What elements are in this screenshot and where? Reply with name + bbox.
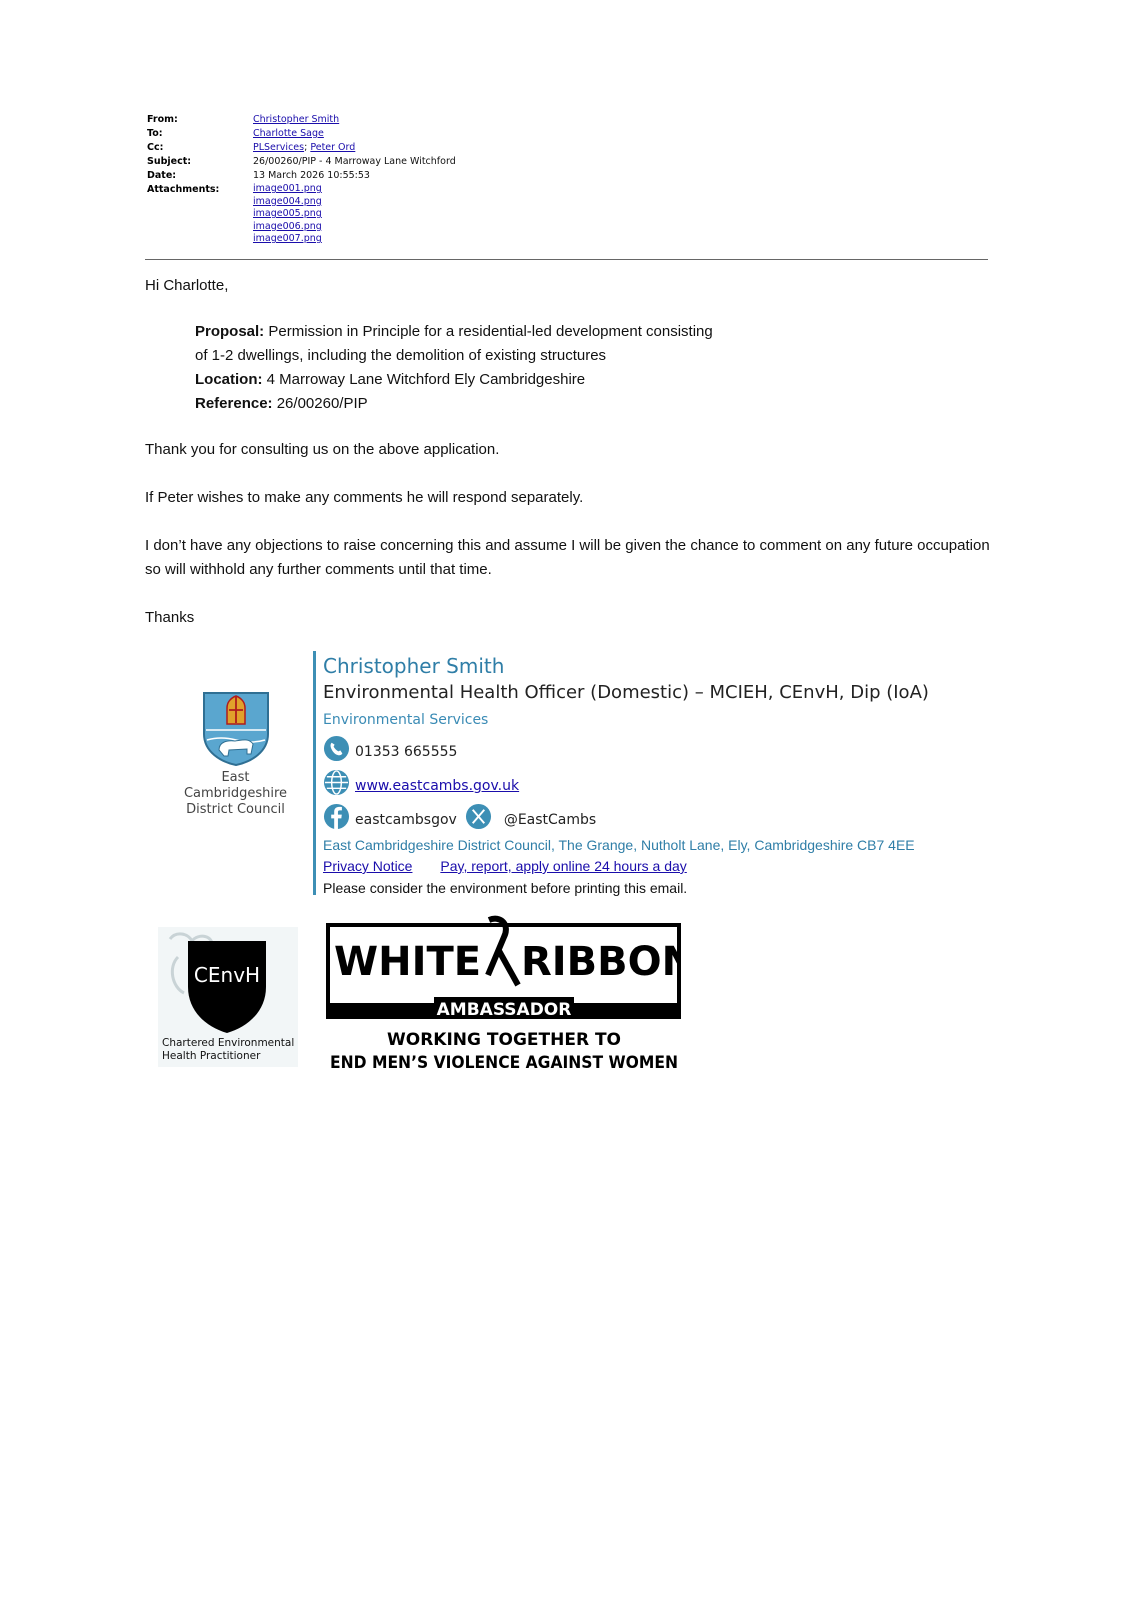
council-logo — [168, 690, 303, 817]
signature-title: Environmental Health Officer (Domestic) – MCIEH, CEnvH, Dip (IoA) — [323, 682, 929, 703]
attachment-link[interactable]: image001.png — [253, 183, 322, 194]
greeting: Hi Charlotte, — [145, 277, 229, 294]
x-twitter-icon[interactable] — [465, 803, 492, 830]
paragraph-thanks-consulting: Thank you for consulting us on the above application. — [145, 441, 500, 458]
cenvh-caption-line: Health Practitioner — [162, 1050, 261, 1062]
attachment-link[interactable]: image007.png — [253, 233, 322, 244]
proposal-block — [195, 320, 755, 416]
phone-row — [323, 731, 1103, 765]
date-value: 13 March 2026 10:55:53 — [253, 170, 370, 181]
proposal-label: Proposal: — [195, 323, 265, 340]
location-label: Location: — [195, 371, 263, 388]
social-row — [323, 799, 1103, 833]
to-row — [147, 127, 987, 141]
cc-link-peter-ord[interactable]: Peter Ord — [310, 142, 356, 153]
location-line — [195, 368, 755, 392]
white-ribbon-graphic — [326, 915, 681, 1075]
header-divider — [145, 259, 988, 260]
attachment-link[interactable]: image006.png — [253, 220, 322, 232]
date-row — [147, 169, 987, 183]
cenvh-badge-graphic — [158, 927, 298, 1067]
subject-label: Subject: — [147, 156, 192, 167]
white-ribbon-word-ribbon: RIBBON — [521, 939, 681, 985]
cenvh-mark: CEnvH — [193, 963, 261, 987]
from-label: From: — [147, 114, 178, 125]
facebook-handle: eastcambsgov — [355, 812, 457, 828]
pay-report-apply-link[interactable]: Pay, report, apply online 24 hours a day — [440, 858, 687, 874]
proposal-text-1: Permission in Principle for a residential-led development consisting — [268, 323, 713, 340]
attachment-link[interactable]: image004.png — [253, 195, 322, 207]
signature-divider — [313, 651, 316, 895]
signature-department: Environmental Services — [323, 712, 489, 728]
cenvh-badge — [158, 927, 298, 1067]
attachments-list — [253, 183, 322, 246]
attachments-label: Attachments: — [147, 184, 220, 195]
phone-number: 01353 665555 — [355, 744, 458, 760]
twitter-handle: @EastCambs — [503, 812, 597, 828]
council-logo-text — [168, 770, 303, 818]
email-header — [147, 113, 987, 246]
reference-line — [195, 392, 755, 416]
white-ribbon-tagline-1: WORKING TOGETHER TO — [387, 1030, 621, 1050]
environment-note: Please consider the environment before printing this email. — [323, 880, 688, 896]
facebook-icon[interactable] — [323, 803, 350, 830]
signature-address: East Cambridgeshire District Council, The Grange, Nutholt Lane, Ely, Cambridgeshire CB7 4EE — [323, 837, 915, 853]
ambassador-label: AMBASSADOR — [436, 1000, 572, 1020]
cc-values — [253, 141, 355, 155]
website-link[interactable]: www.eastcambs.gov.uk — [355, 778, 520, 794]
attachments-row — [147, 183, 987, 246]
from-link[interactable]: Christopher Smith — [253, 114, 340, 125]
website-row — [323, 765, 1103, 799]
privacy-notice-link[interactable]: Privacy Notice — [323, 858, 413, 874]
to-link[interactable]: Charlotte Sage — [253, 128, 324, 139]
attachment-link[interactable]: image005.png — [253, 208, 322, 219]
white-ribbon-tagline-2: END MEN’S VIOLENCE AGAINST WOMEN — [330, 1053, 678, 1073]
date-label: Date: — [147, 170, 177, 181]
location-value: 4 Marroway Lane Witchford Ely Cambridgeshire — [266, 371, 586, 388]
paragraph-line: so will withhold any further comments until that time. — [145, 561, 492, 578]
to-label: To: — [147, 128, 163, 139]
reference-value: 26/00260/PIP — [276, 395, 368, 412]
council-logo-line: District Council — [186, 802, 285, 817]
signature — [323, 652, 1103, 899]
proposal-line — [195, 320, 755, 344]
cc-label: Cc: — [147, 142, 164, 153]
cc-row — [147, 141, 987, 155]
from-row — [147, 113, 987, 127]
council-crest-icon — [201, 690, 271, 766]
white-ribbon-word-white: WHITE — [334, 939, 482, 985]
cenvh-caption-line: Chartered Environmental — [162, 1037, 295, 1049]
subject-row — [147, 155, 987, 169]
council-logo-line: East Cambridgeshire — [183, 770, 288, 801]
signoff: Thanks — [145, 609, 195, 626]
signature-links — [323, 856, 1103, 877]
signature-name: Christopher Smith — [323, 654, 505, 678]
subject-value: 26/00260/PIP - 4 Marroway Lane Witchford — [253, 156, 456, 167]
paragraph-no-objections — [145, 534, 995, 582]
proposal-text-2: of 1-2 dwellings, including the demolition of existing structures — [195, 347, 607, 364]
paragraph-line: I don’t have any objections to raise concerning this and assume I will be given the chance to comment on any future occupation — [145, 537, 990, 554]
cc-link-plservices[interactable]: PLServices — [253, 142, 305, 153]
cc-separator: ; — [304, 142, 308, 153]
phone-icon — [323, 735, 350, 762]
globe-icon — [323, 769, 350, 796]
paragraph-peter-comments: If Peter wishes to make any comments he will respond separately. — [145, 489, 584, 506]
reference-label: Reference: — [195, 395, 273, 412]
white-ribbon-badge — [326, 915, 681, 1075]
